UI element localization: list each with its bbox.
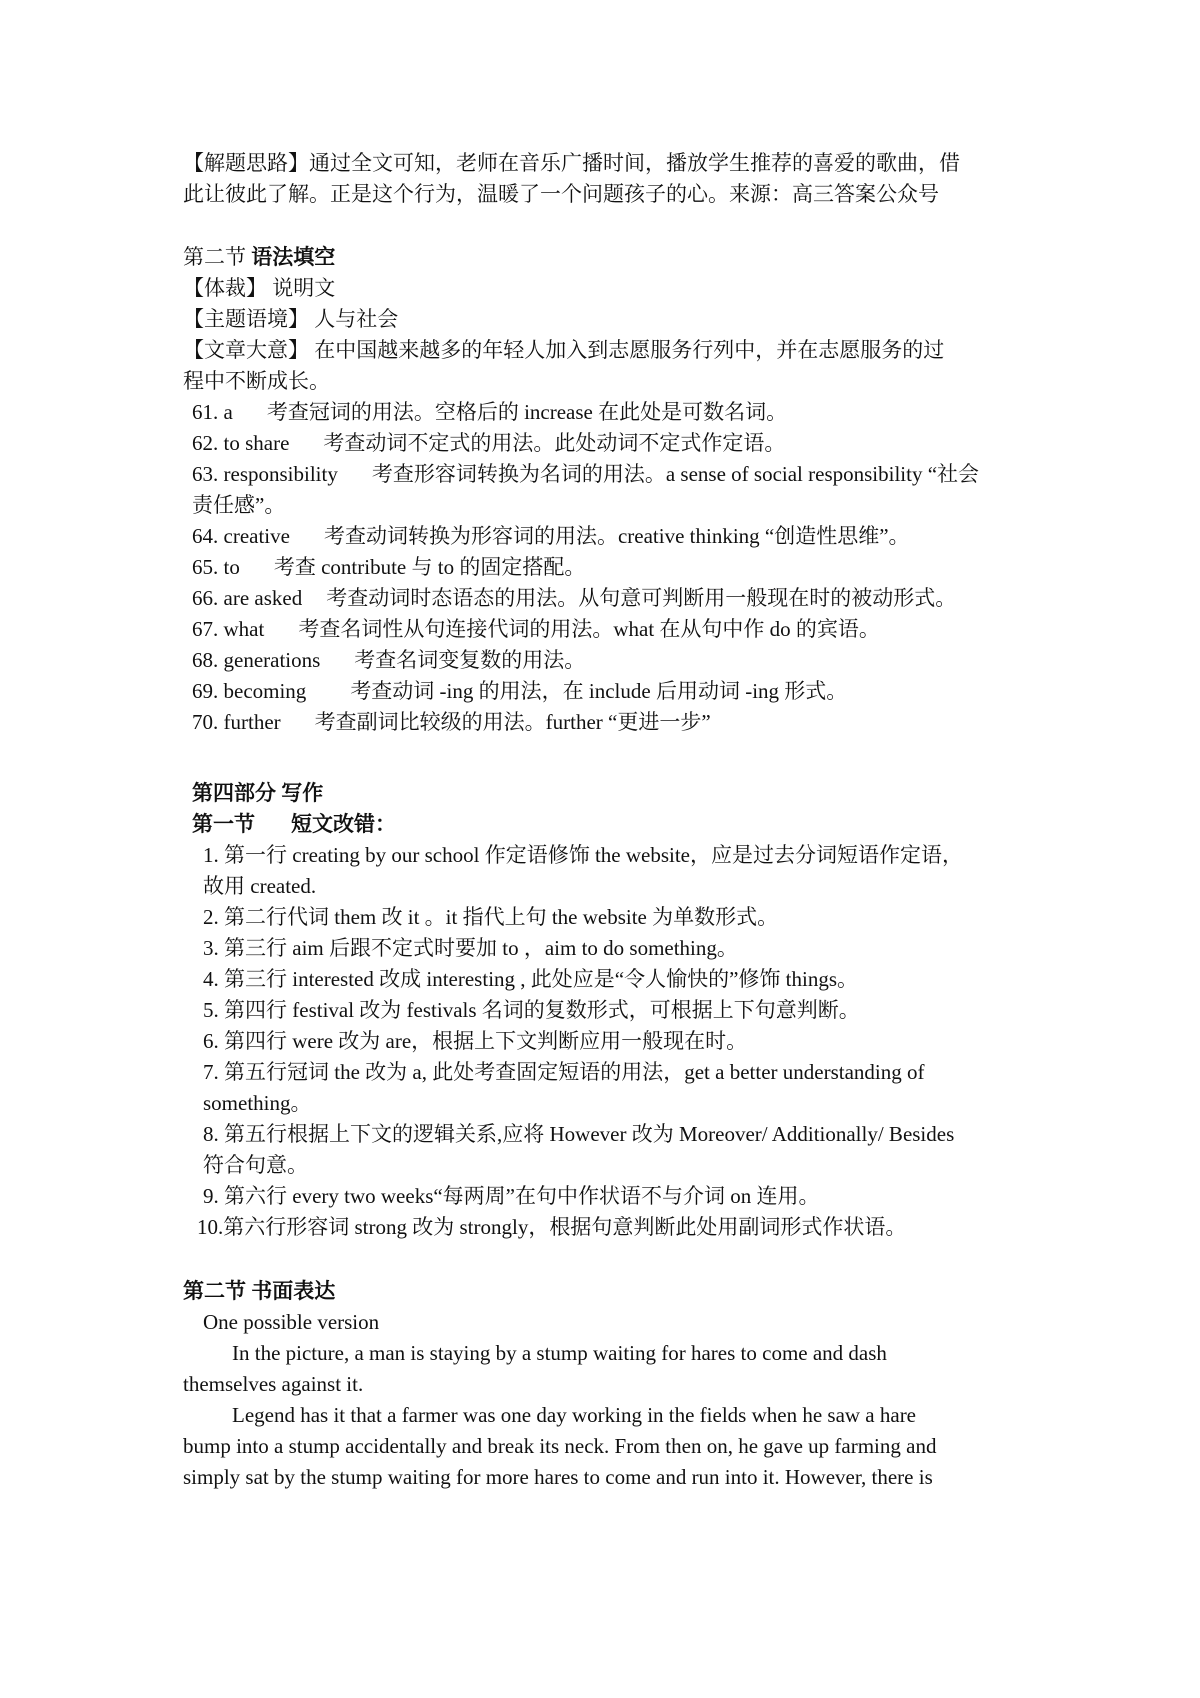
theme-label: 【主题语境】 bbox=[183, 307, 309, 331]
genre-value: 说明文 bbox=[272, 276, 336, 300]
answer-word: generations bbox=[223, 648, 321, 672]
correction-item-continued: 故用 created. bbox=[203, 874, 317, 898]
theme-value: 人与社会 bbox=[314, 307, 399, 331]
answer-number: 66. bbox=[192, 586, 219, 610]
answer-item bbox=[192, 459, 979, 490]
answer-number: 63. bbox=[192, 462, 219, 486]
answer-item bbox=[192, 645, 585, 676]
answer-note: 考查 contribute 与 to 的固定搭配。 bbox=[273, 555, 586, 579]
reasoning-line-1 bbox=[183, 148, 960, 179]
answer-number: 70. bbox=[192, 710, 219, 734]
answer-note-continued: 责任感”。 bbox=[192, 493, 286, 517]
reasoning-text-1: 通过全文可知，老师在音乐广播时间，播放学生推荐的喜爱的歌曲，借 bbox=[309, 151, 960, 175]
reasoning-tag: 【解题思路】 bbox=[183, 151, 309, 175]
genre-line bbox=[183, 273, 335, 304]
answer-number: 64. bbox=[192, 524, 219, 548]
answer-word: responsibility bbox=[223, 462, 338, 486]
answer-item bbox=[192, 397, 787, 428]
correction-item-continued: 符合句意。 bbox=[203, 1153, 308, 1177]
answer-word: a bbox=[223, 400, 233, 424]
essay-paragraph-1: In the picture, a man is staying by a stump waiting for hares to come and dash bbox=[232, 1341, 887, 1365]
correction-item: 5. 第四行 festival 改为 festivals 名词的复数形式，可根据上下句意判断。 bbox=[203, 998, 860, 1022]
answer-note: 考查副词比较级的用法。further “更进一步” bbox=[314, 710, 711, 734]
answer-item bbox=[192, 428, 785, 459]
answer-number: 65. bbox=[192, 555, 219, 579]
version-label: One possible version bbox=[203, 1310, 380, 1334]
answer-item bbox=[192, 676, 847, 707]
answer-note: 考查名词变复数的用法。 bbox=[354, 648, 586, 672]
answer-item bbox=[192, 521, 910, 552]
answer-item bbox=[192, 552, 585, 583]
part4-sub1-prefix: 第一节 bbox=[192, 812, 255, 836]
answer-item bbox=[192, 614, 880, 645]
answer-item bbox=[192, 707, 711, 738]
essay-paragraph-2-line-3: simply sat by the stump waiting for more hares to come and run into it. However, there is bbox=[183, 1465, 933, 1489]
part4-heading: 第四部分 写作 bbox=[192, 781, 324, 805]
correction-item: 7. 第五行冠词 the 改为 a, 此处考查固定短语的用法，get a better understanding of bbox=[203, 1060, 925, 1084]
essay-paragraph-1-line-2: themselves against it. bbox=[183, 1372, 364, 1396]
answer-word: to share bbox=[223, 431, 290, 455]
answer-number: 68. bbox=[192, 648, 219, 672]
summary-line-2: 程中不断成长。 bbox=[183, 369, 330, 393]
answer-word: are asked bbox=[223, 586, 303, 610]
section2-heading-title: 语法填空 bbox=[251, 245, 336, 269]
answer-note: 考查动词不定式的用法。此处动词不定式作定语。 bbox=[323, 431, 786, 455]
answer-note: 考查名词性从句连接代词的用法。what 在从句中作 do 的宾语。 bbox=[298, 617, 880, 641]
answer-word: to bbox=[223, 555, 240, 579]
part4-sub2-heading: 第二节 书面表达 bbox=[183, 1279, 336, 1303]
reasoning-line-2: 此让彼此了解。正是这个行为，温暖了一个问题孩子的心。来源：高三答案公众号 bbox=[183, 182, 939, 206]
correction-item: 2. 第二行代词 them 改 it 。it 指代上句 the website 为单数形式。 bbox=[203, 905, 779, 929]
correction-item: 8. 第五行根据上下文的逻辑关系,应将 However 改为 Moreover/ Additionally/ Besides bbox=[203, 1122, 955, 1146]
essay-paragraph-2: Legend has it that a farmer was one day working in the fields when he saw a hare bbox=[232, 1403, 917, 1427]
answer-note: 考查动词时态语态的用法。从句意可判断用一般现在时的被动形式。 bbox=[326, 586, 957, 610]
answer-number: 67. bbox=[192, 617, 219, 641]
answer-note: 考查动词 -ing 的用法，在 include 后用动词 -ing 形式。 bbox=[350, 679, 848, 703]
summary-line-1 bbox=[183, 335, 944, 366]
part4-sub1-heading bbox=[192, 809, 396, 840]
summary-text-1: 在中国越来越多的年轻人加入到志愿服务行列中，并在志愿服务的过 bbox=[314, 338, 945, 362]
theme-line bbox=[183, 304, 398, 335]
correction-item: 3. 第三行 aim 后跟不定式时要加 to ，aim to do something。 bbox=[203, 936, 738, 960]
answer-word: creative bbox=[223, 524, 290, 548]
genre-label: 【体裁】 bbox=[183, 276, 267, 300]
section2-heading bbox=[183, 242, 335, 273]
correction-item: 9. 第六行 every two weeks“每两周”在句中作状语不与介词 on 连用。 bbox=[203, 1184, 820, 1208]
correction-item: 10.第六行形容词 strong 改为 strongly，根据句意判断此处用副词形式作状语。 bbox=[197, 1215, 907, 1239]
answer-word: becoming bbox=[223, 679, 307, 703]
answer-note: 考查形容词转换为名词的用法。a sense of social responsibility “社会 bbox=[371, 462, 980, 486]
answer-note: 考查动词转换为形容词的用法。creative thinking “创造性思维”。 bbox=[323, 524, 910, 548]
answer-number: 62. bbox=[192, 431, 219, 455]
correction-item-continued: something。 bbox=[203, 1091, 312, 1115]
essay-paragraph-2-line-2: bump into a stump accidentally and break its neck. From then on, he gave up farming and bbox=[183, 1434, 937, 1458]
answer-note: 考查冠词的用法。空格后的 increase 在此处是可数名词。 bbox=[266, 400, 788, 424]
answer-word: what bbox=[223, 617, 265, 641]
answer-item bbox=[192, 583, 956, 614]
summary-label: 【文章大意】 bbox=[183, 338, 309, 362]
answer-word: further bbox=[223, 710, 281, 734]
part4-sub1-title: 短文改错： bbox=[291, 812, 396, 836]
answer-number: 61. bbox=[192, 400, 219, 424]
correction-item: 1. 第一行 creating by our school 作定语修饰 the website，应是过去分词短语作定语， bbox=[203, 843, 963, 867]
section2-heading-prefix: 第二节 bbox=[183, 245, 246, 269]
correction-item: 4. 第三行 interested 改成 interesting , 此处应是“令人愉快的”修饰 things。 bbox=[203, 967, 859, 991]
answer-number: 69. bbox=[192, 679, 219, 703]
correction-item: 6. 第四行 were 改为 are，根据上下文判断应用一般现在时。 bbox=[203, 1029, 748, 1053]
